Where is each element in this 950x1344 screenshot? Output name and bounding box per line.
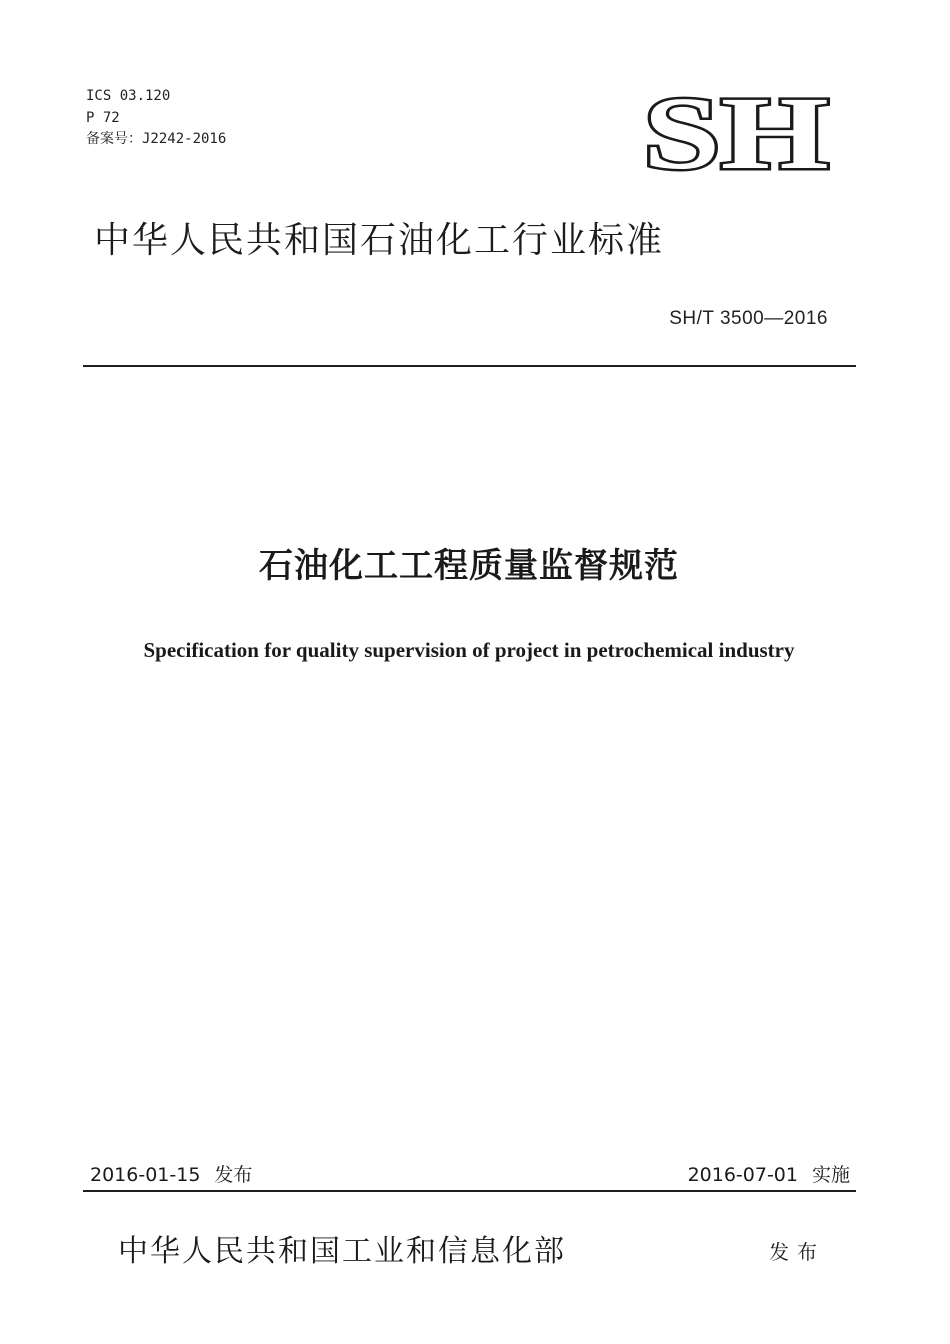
issue-date-line (90, 1160, 252, 1187)
publish-action: 发布 (769, 1240, 825, 1264)
effective-date-line (688, 1160, 850, 1187)
document-title-chinese: 石油化工工程质量监督规范 (259, 546, 679, 586)
industry-standard-title: 中华人民共和国石油化工行业标准 (94, 220, 665, 261)
sh-logo-text: SH (643, 86, 829, 182)
ics-code: ICS 03.120 (86, 88, 171, 104)
issue-date: 2016-01-15 (90, 1164, 201, 1186)
standard-code: SH/T 3500—2016 (669, 308, 828, 329)
document-title-english: Specification for quality supervision of project in petrochemical industry (143, 638, 795, 662)
bottom-divider (83, 1190, 856, 1192)
effective-date: 2016-07-01 (687, 1164, 798, 1186)
issue-label: 发布 (214, 1164, 253, 1186)
sh-logo (640, 86, 832, 182)
record-number: 备案号：J2242-2016 (86, 131, 227, 147)
standard-meta (86, 86, 226, 151)
effective-label: 实施 (811, 1164, 850, 1186)
category-code: P 72 (86, 109, 120, 126)
top-divider (83, 365, 856, 367)
publisher-name: 中华人民共和国工业和信息化部 (118, 1234, 566, 1269)
